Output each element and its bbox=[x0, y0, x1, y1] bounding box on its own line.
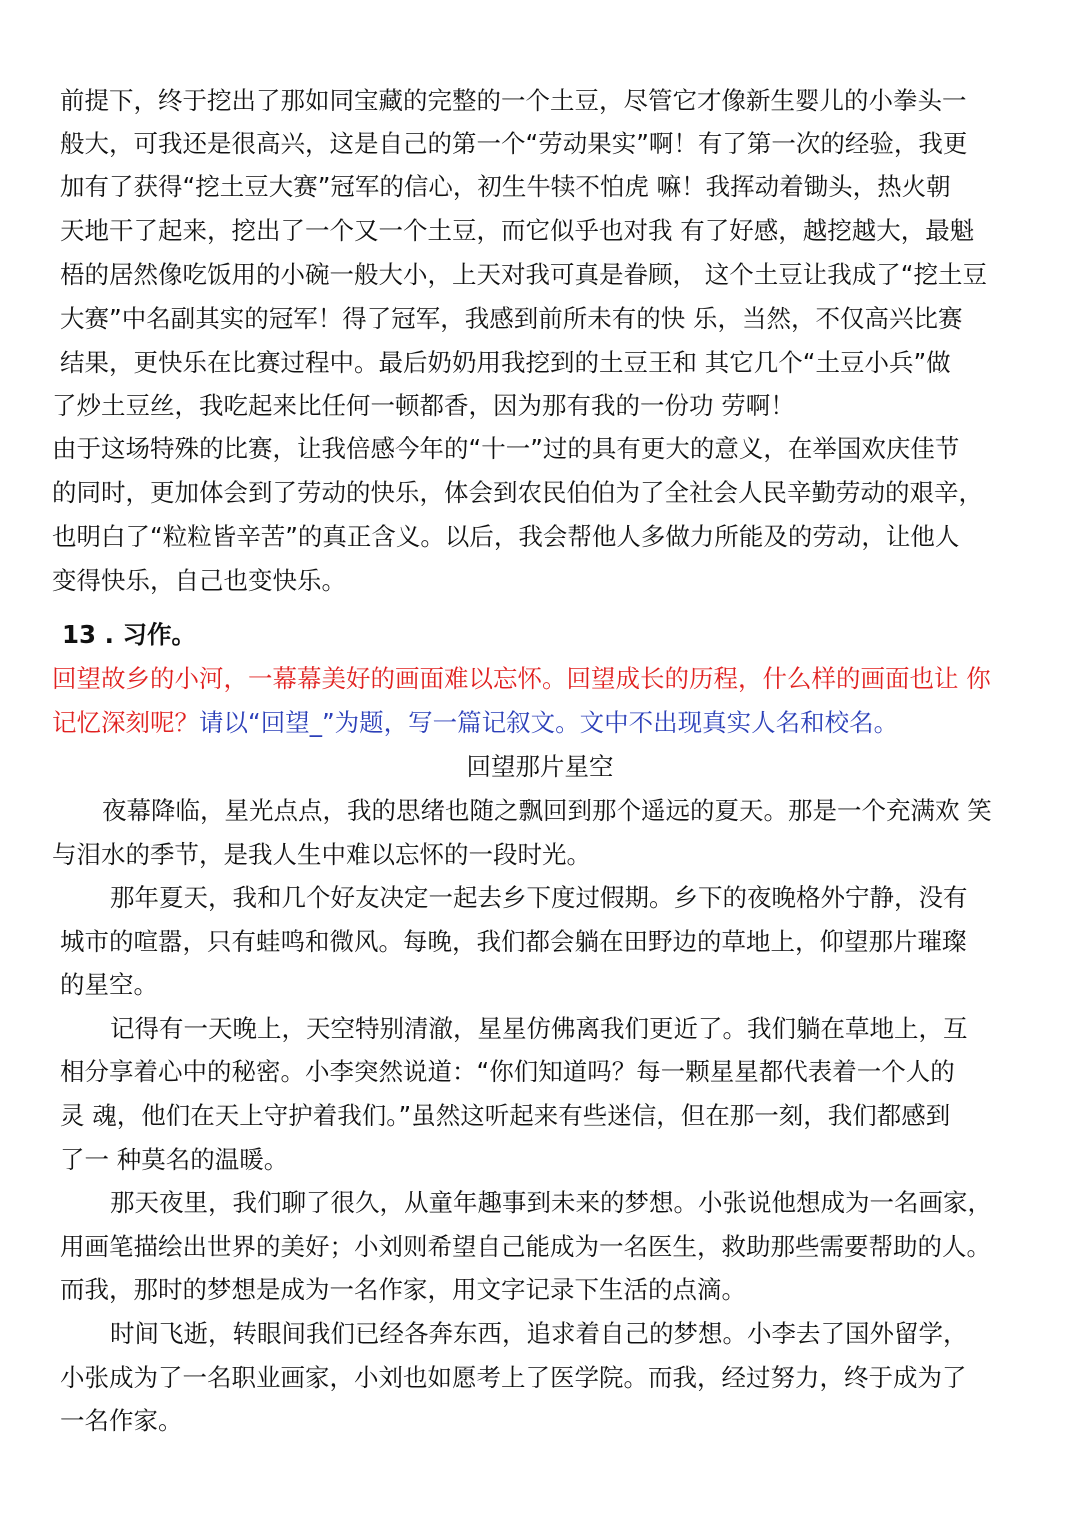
text-line: 与泪水的季节，是我人生中难以忘怀的一段时光。 bbox=[52, 840, 591, 869]
text-line: 夜幕降临，星光点点，我的思绪也随之飘回到那个遥远的夏天。那是一个充满欢 笑 bbox=[102, 796, 992, 825]
text-line: 用画笔描绘出世界的美好；小刘则希望自己能成为一名医生，救助那些需要帮助的人。 bbox=[60, 1232, 991, 1261]
text-line: 大赛”中名副其实的冠军！得了冠军，我感到前所未有的快 乐，当然，不仅高兴比赛 bbox=[60, 304, 963, 333]
text-line: 了一 种莫名的温暖。 bbox=[60, 1145, 289, 1174]
text-line: 的同时，更加体会到了劳动的快乐，体会到农民伯伯为了全社会人民辛勤劳动的艰辛， bbox=[52, 478, 983, 507]
question-prompt-line bbox=[52, 706, 898, 740]
text-line: 记得有一天晚上，天空特别清澈，星星仿佛离我们更近了。我们躺在草地上，互 bbox=[110, 1014, 968, 1043]
text-line: 由于这场特殊的比赛，让我倍感今年的“十一”过的具有更大的意义，在举国欢庆佳节 bbox=[52, 434, 960, 463]
text-line: 相分享着心中的秘密。小李突然说道：“你们知道吗？每一颗星星都代表着一个人的 bbox=[60, 1057, 955, 1086]
text-line: 般大，可我还是很高兴，这是自己的第一个“劳动果实”啊！有了第一次的经验，我更 bbox=[60, 129, 968, 158]
text-line: 变得快乐，自己也变快乐。 bbox=[52, 566, 346, 595]
text-line: 小张成为了一名职业画家，小刘也如愿考上了医学院。而我，经过努力，终于成为了 bbox=[60, 1363, 967, 1392]
text-line: 梧的居然像吃饭用的小碗一般大小，上天对我可真是眷顾， 这个土豆让我成了“挖土豆 bbox=[60, 260, 987, 289]
text-line: 那天夜里，我们聊了很久，从童年趣事到未来的梦想。小张说他想成为一名画家， bbox=[110, 1188, 992, 1217]
text-line: 结果，更快乐在比赛过程中。最后奶奶用我挖到的土豆王和 其它几个“土豆小兵”做 bbox=[60, 348, 951, 377]
prompt-red-text: 记忆深刻呢？ bbox=[52, 708, 199, 737]
text-line: 灵 魂，他们在天上守护着我们。”虽然这听起来有些迷信，但在那一刻，我们都感到 bbox=[60, 1101, 951, 1130]
text-line: 的星空。 bbox=[60, 970, 158, 999]
text-line: 了炒土豆丝，我吃起来比任何一顿都香，因为那有我的一份功 劳啊！ bbox=[52, 391, 795, 420]
question-heading: 13 . 习作。 bbox=[62, 620, 196, 649]
question-prompt-line: 回望故乡的小河，一幕幕美好的画面难以忘怀。回望成长的历程，什么样的画面也让 你 bbox=[52, 664, 991, 693]
text-line: 而我，那时的梦想是成为一名作家，用文字记录下生活的点滴。 bbox=[60, 1275, 746, 1304]
prompt-blue-text: 请以“回望_”为题，写一篇记叙文。文中不出现真实人名和校名。 bbox=[199, 708, 899, 737]
text-line: 时间飞逝，转眼间我们已经各奔东西，追求着自己的梦想。小李去了国外留学， bbox=[110, 1319, 968, 1348]
text-line: 天地干了起来，挖出了一个又一个土豆，而它似乎也对我 有了好感，越挖越大，最魁 bbox=[60, 216, 975, 245]
essay-title: 回望那片星空 bbox=[466, 752, 614, 781]
text-line: 一名作家。 bbox=[60, 1406, 183, 1435]
text-line: 也明白了“粒粒皆辛苦”的真正含义。以后，我会帮他人多做力所能及的劳动，让他人 bbox=[52, 522, 960, 551]
text-line: 城市的喧嚣，只有蛙鸣和微风。每晚，我们都会躺在田野边的草地上，仰望那片璀璨 bbox=[60, 927, 967, 956]
text-line: 那年夏天，我和几个好友决定一起去乡下度过假期。乡下的夜晚格外宁静，没有 bbox=[110, 883, 968, 912]
text-line: 加有了获得“挖土豆大赛”冠军的信心，初生牛犊不怕虎 嘛！我挥动着锄头，热火朝 bbox=[60, 172, 951, 201]
text-line: 前提下，终于挖出了那如同宝藏的完整的一个土豆，尽管它才像新生婴儿的小拳头一 bbox=[60, 86, 967, 115]
